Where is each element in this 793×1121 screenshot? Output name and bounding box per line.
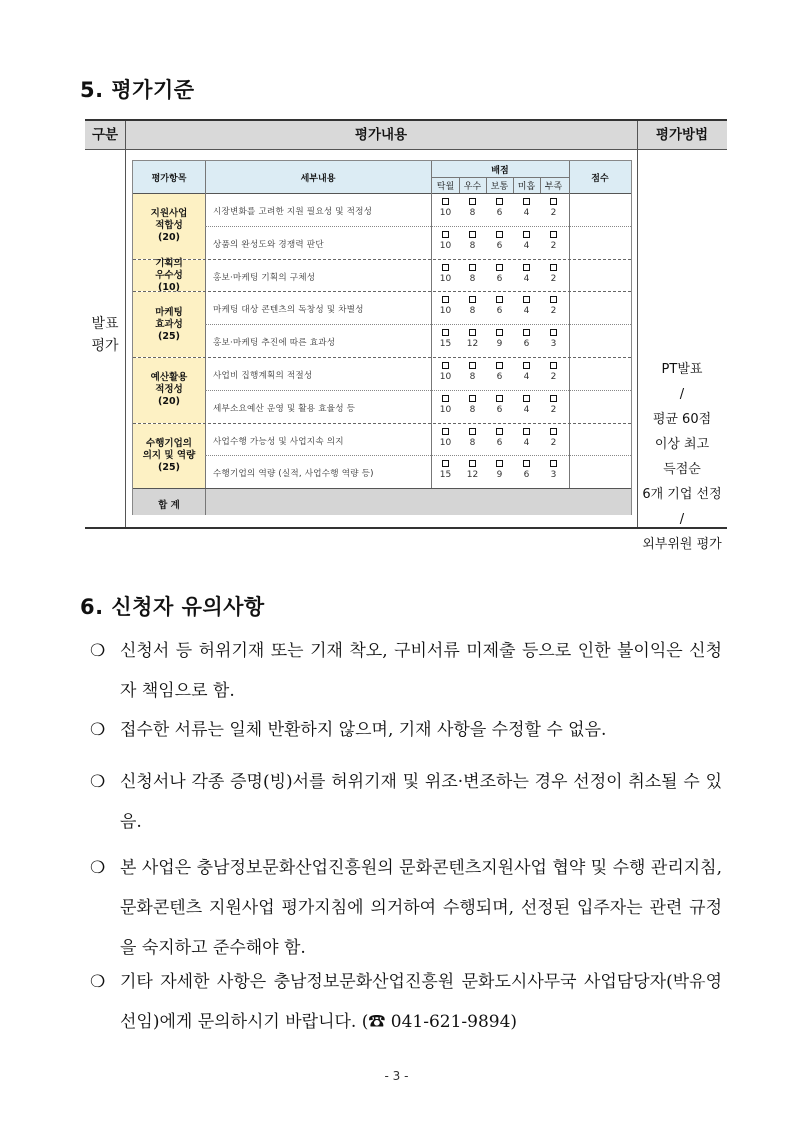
grade-divider [486,177,487,193]
point-value: 6 [496,273,503,284]
category-divider [133,357,631,358]
checkbox-icon [523,460,530,467]
detail-text: 홍보·마케팅 추진에 따른 효과성 [213,338,336,349]
checkbox-icon [442,460,449,467]
category-label-line: (20) [158,396,180,408]
category-label-line: 적합성 [155,220,183,232]
checkbox-icon [523,395,530,402]
detail-text: 마케팅 대상 콘텐츠의 독창성 및 차별성 [213,305,364,316]
category-cell [133,194,205,259]
checkbox-icon [496,231,503,238]
note-text: 신청서 등 허위기재 또는 기재 착오, 구비서류 미제출 등으로 인한 불이익은 신청자 책임으로 함. [120,641,722,701]
checkbox-icon [550,264,557,271]
point-value: 6 [523,339,530,350]
category-divider [133,259,631,260]
point-value: 4 [523,240,530,251]
checkbox-icon [523,231,530,238]
category-label-line: 효과성 [155,318,183,330]
category-label-line: 수행기업의 [146,437,192,449]
checkbox-icon [469,362,476,369]
note-item [90,631,725,711]
detail-text: 수행기업의 역량 (실적, 사업수행 역량 등) [213,469,374,480]
detail-text: 상품의 완성도와 경쟁력 판단 [213,239,324,250]
detail-text: 세부소요예산 운영 및 활용 효율성 등 [213,403,356,414]
point-value: 10 [439,306,452,317]
point-value: 2 [550,208,557,218]
point-value: 6 [496,404,503,415]
point-value: 9 [496,470,503,481]
point-value: 8 [469,273,476,284]
point-value: 2 [550,404,557,415]
checkbox-icon [496,362,503,369]
point-value: 8 [469,240,476,251]
point-value: 10 [439,208,452,218]
column-divider [431,161,432,514]
point-value: 8 [469,437,476,448]
category-label-line: (25) [158,461,180,473]
category-divider [133,423,631,424]
point-value: 10 [439,240,452,251]
method-line: / [679,387,685,402]
checkbox-icon [496,460,503,467]
checkbox-icon [496,198,503,205]
point-value: 6 [496,437,503,448]
note-text: 신청서나 각종 증명(빙)서를 허위기재 및 위조·변조하는 경우 선정이 취소될 수 있음. [120,772,722,832]
grade-label: 우수 [463,182,482,192]
checkbox-icon [442,296,449,303]
category-label-line: 의지 및 역량 [142,449,196,461]
checkbox-icon [442,329,449,336]
point-value: 8 [469,372,476,382]
point-value: 6 [496,208,503,218]
checkbox-icon [442,428,449,435]
method-line: 이상 최고 [654,437,710,452]
point-value: 4 [523,404,530,415]
header-detail: 세부내용 [300,174,336,184]
grade-divider [459,177,460,193]
checkbox-icon [523,264,530,271]
checkbox-icon [496,296,503,303]
checkbox-icon [496,395,503,402]
category-cell [133,358,205,423]
checkbox-icon [442,231,449,238]
checkbox-icon [442,395,449,402]
point-value: 2 [550,306,557,317]
header-content: 평가내용 [354,127,408,143]
column-divider [205,489,206,515]
header-category: 구분 [91,127,119,143]
detail-text: 시장변화를 고려한 지원 필요성 및 적정성 [213,207,373,217]
method-line: 6개 기업 선정 [642,487,722,502]
evaluation-table-header [85,121,727,150]
point-value: 3 [550,339,557,350]
checkbox-icon [496,428,503,435]
checkbox-icon [523,198,530,205]
checkbox-icon [550,198,557,205]
point-value: 12 [466,339,479,350]
row-divider [205,455,631,456]
detail-text: 홍보·마케팅 기획의 구체성 [213,272,316,283]
point-value: 9 [496,339,503,350]
checkbox-icon [523,296,530,303]
left-label-line: 발표 [91,316,119,332]
point-value: 4 [523,372,530,382]
checkbox-icon [469,231,476,238]
grade-label: 부족 [544,182,563,192]
checkbox-icon [496,264,503,271]
point-value: 10 [439,273,452,284]
note-text: 본 사업은 충남정보문화산업진흥원의 문화콘텐츠지원사업 협약 및 수행 관리지침, 문화콘텐츠 지원사업 평가지침에 의거하여 수행되며, 선정된 입주자는 관련 규정을 숙지하고 준수해야 함. [120,858,722,958]
header-method: 평가방법 [655,127,709,143]
category-label-line: 기획의 [155,257,183,269]
grade-divider [540,177,541,193]
point-value: 8 [469,404,476,415]
category-label-line: 예산활용 [150,372,188,384]
category-label-line: (20) [158,232,180,244]
column-divider [569,161,570,514]
checkbox-icon [469,264,476,271]
checkbox-icon [550,231,557,238]
category-label-line: 마케팅 [155,306,183,318]
grade-label: 미흡 [517,182,536,192]
category-label-line: (25) [158,330,180,342]
checkbox-icon [550,460,557,467]
checkbox-icon [469,296,476,303]
header-score: 점수 [591,174,609,184]
category-label-line: 적정성 [155,384,183,396]
point-value: 8 [469,208,476,218]
bullet-icon: ❍ [90,772,106,792]
point-value: 3 [550,470,557,481]
category-label-line: (10) [158,281,180,293]
method-line: 평균 60점 [652,412,712,427]
point-value: 6 [496,372,503,382]
checkbox-icon [550,329,557,336]
category-label-line: 우수성 [155,269,183,281]
checkbox-icon [550,362,557,369]
point-value: 15 [439,470,452,481]
point-value: 2 [550,273,557,284]
score-table-header [133,161,631,194]
header-points: 배점 [491,166,509,176]
detail-text: 사업수행 가능성 및 사업지속 의지 [213,436,344,447]
page-number: - 3 - [384,1069,409,1083]
checkbox-icon [469,329,476,336]
category-divider [133,291,631,292]
point-value: 4 [523,437,530,448]
point-value: 6 [496,306,503,317]
point-value: 4 [523,208,530,218]
point-value: 6 [496,240,503,251]
header-divider [431,177,569,178]
checkbox-icon [523,329,530,336]
left-label-line: 평가 [91,338,119,354]
row-divider [205,226,631,227]
method-line: / [679,512,685,527]
row-divider [205,390,631,391]
note-item [90,710,725,750]
checkbox-icon [550,296,557,303]
checkbox-icon [523,362,530,369]
point-value: 4 [523,306,530,317]
category-label-line: 지원사업 [150,208,188,220]
total-label: 합 계 [158,500,180,511]
section5-title: 5. 평가기준 [80,78,195,102]
grade-label: 보통 [490,182,509,192]
bullet-icon: ❍ [90,858,106,878]
note-text: 접수한 서류는 일체 반환하지 않으며, 기재 사항을 수정할 수 없음. [120,720,607,740]
point-value: 12 [466,470,479,481]
point-value: 2 [550,240,557,251]
checkbox-icon [442,362,449,369]
point-value: 4 [523,273,530,284]
bullet-icon: ❍ [90,641,106,661]
checkbox-icon [469,428,476,435]
method-line: 득점순 [663,462,701,477]
note-item [90,762,725,842]
checkbox-icon [469,395,476,402]
checkbox-icon [469,198,476,205]
column-divider [205,161,206,514]
divider [125,121,126,527]
detail-text: 사업비 집행계획의 적절성 [213,371,313,381]
grade-divider [513,177,514,193]
point-value: 6 [523,470,530,481]
checkbox-icon [550,395,557,402]
checkbox-icon [550,428,557,435]
note-item [90,962,725,1042]
point-value: 10 [439,404,452,415]
point-value: 8 [469,306,476,317]
point-value: 10 [439,372,452,382]
evaluation-method [637,357,727,557]
checkbox-icon [442,264,449,271]
left-label [85,313,125,357]
point-value: 10 [439,437,452,448]
method-line: PT발표 [661,362,703,377]
category-cell [133,424,205,489]
checkbox-icon [523,428,530,435]
total-row [133,488,631,515]
grade-label: 탁월 [436,182,455,192]
category-cell [133,292,205,357]
header-item: 평가항목 [151,174,187,184]
row-divider [205,324,631,325]
point-value: 2 [550,437,557,448]
point-value: 2 [550,372,557,382]
section6-title: 6. 신청자 유의사항 [80,595,265,619]
checkbox-icon [442,198,449,205]
category-cell [133,257,205,293]
checkbox-icon [496,329,503,336]
score-table [132,160,632,515]
checkbox-icon [469,460,476,467]
note-item [90,848,725,968]
method-line: 외부위원 평가 [642,537,722,552]
note-text: 기타 자세한 사항은 충남정보문화산업진흥원 문화도시사무국 사업담당자(박유영 선임)에게 문의하시기 바랍니다. (☎ 041-621-9894) [120,972,722,1032]
bullet-icon: ❍ [90,972,106,992]
point-value: 15 [439,339,452,350]
bullet-icon: ❍ [90,720,106,740]
